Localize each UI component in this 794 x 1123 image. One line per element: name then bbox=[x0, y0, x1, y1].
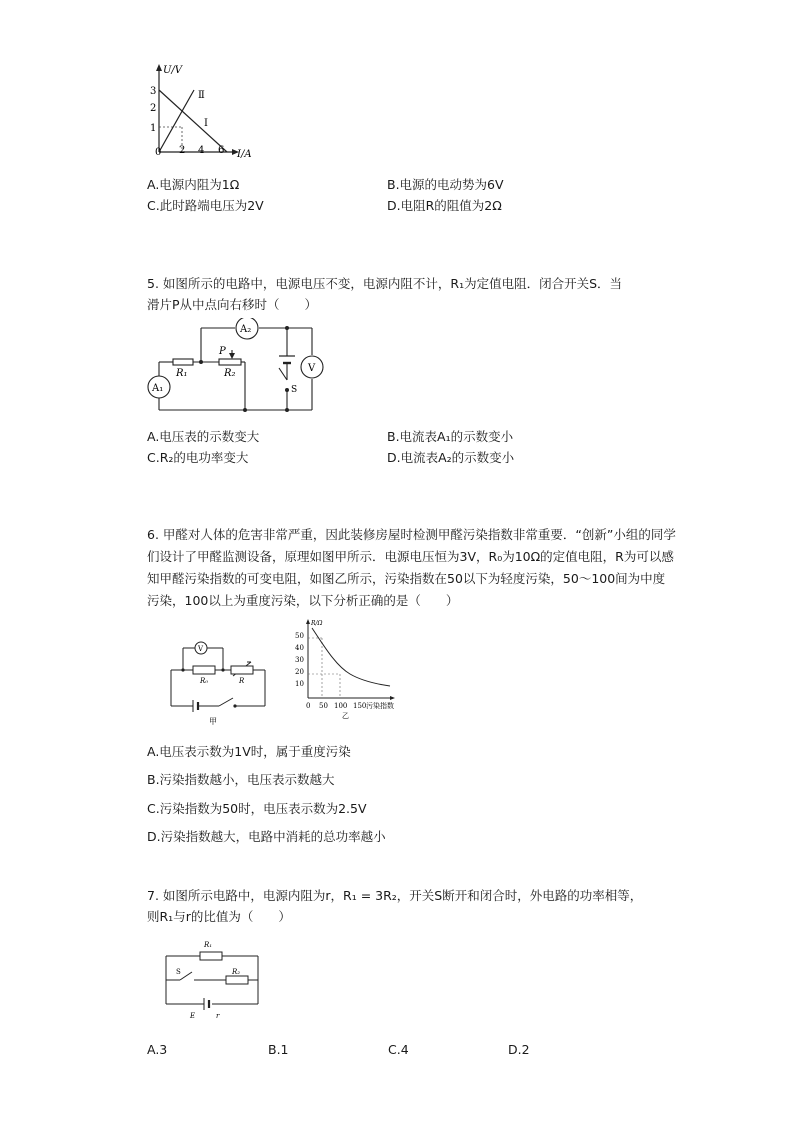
r0-label: R₀ bbox=[200, 677, 209, 685]
y-tick: 40 bbox=[295, 644, 304, 652]
x-axis-label: 污染指数 bbox=[366, 702, 394, 710]
y-axis-label: U/V bbox=[163, 65, 183, 76]
q7-stem-line1: 7. 如图所示电路中，电源内阻为r，R₁ = 3R₂，开关S断开和闭合时，外电路的功率相等， bbox=[147, 888, 643, 903]
q6-option-a[interactable]: A.电压表示数为1V时，属于重度污染 bbox=[147, 744, 351, 759]
s-label: S bbox=[176, 968, 181, 976]
q4-ui-graph bbox=[140, 62, 260, 162]
y-tick: 2 bbox=[150, 103, 157, 114]
q5-option-a[interactable]: A.电压表的示数变大 bbox=[147, 429, 260, 444]
v-label: V bbox=[198, 645, 204, 653]
x-tick: 4 bbox=[198, 145, 205, 156]
line-i bbox=[159, 90, 227, 152]
line-ii bbox=[159, 90, 194, 152]
y-axis-label: R/Ω bbox=[311, 620, 323, 627]
x-tick: 0 bbox=[155, 147, 162, 158]
x-tick: 6 bbox=[218, 145, 225, 156]
y-tick: 30 bbox=[295, 656, 304, 664]
q4-option-c[interactable]: C.此时路端电压为2V bbox=[147, 198, 264, 213]
q6-circuit-jia bbox=[163, 636, 273, 728]
r-label: r bbox=[216, 1012, 220, 1020]
p-label: P bbox=[219, 346, 226, 357]
s-label: S bbox=[291, 385, 298, 395]
y-tick: 50 bbox=[295, 632, 304, 640]
y-tick: 1 bbox=[150, 123, 157, 134]
q4-option-b[interactable]: B.电源的电动势为6V bbox=[387, 177, 504, 192]
jia-caption: 甲 bbox=[209, 717, 217, 726]
q5-option-d[interactable]: D.电流表A₂的示数变小 bbox=[387, 450, 515, 465]
y-tick: 3 bbox=[150, 86, 157, 97]
q7-option-a[interactable]: A.3 bbox=[147, 1042, 168, 1057]
x-tick: 150 bbox=[353, 702, 367, 710]
q4-option-d[interactable]: D.电阻R的阻值为2Ω bbox=[387, 198, 502, 213]
a2-label: A₂ bbox=[240, 324, 252, 335]
q6-option-d[interactable]: D.污染指数越大，电路中消耗的总功率越小 bbox=[147, 829, 386, 844]
q6-stem: 6. 甲醛对人体的危害非常严重，因此装修房屋时检测甲醛污染指数非常重要．“创新”小组的同学们设计了甲醛监测设备，原理如图甲所示．电源电压恒为3V，R₀为10Ω的定值电阻，R为可以感知甲醛污染指数的可变电阻，如图乙所示，污染指数在50以下为轻度污染，50～100间为中度污染，100以上为重度污染，以下分析正确的是（ ） bbox=[147, 527, 676, 608]
line-ii-label: Ⅱ bbox=[198, 90, 205, 101]
q4-option-a[interactable]: A.电源内阻为1Ω bbox=[147, 177, 240, 192]
q7-option-d[interactable]: D.2 bbox=[508, 1042, 530, 1057]
r2-label: R₂ bbox=[224, 368, 236, 379]
r0-resistor bbox=[193, 666, 215, 674]
r1-label: R₁ bbox=[176, 368, 188, 379]
r2-resistor bbox=[219, 359, 241, 365]
r2-label: R₂ bbox=[232, 968, 241, 976]
q5-option-b[interactable]: B.电流表A₁的示数变小 bbox=[387, 429, 514, 444]
r-label: R bbox=[239, 677, 245, 685]
q7-option-b[interactable]: B.1 bbox=[268, 1042, 289, 1057]
q5-option-c[interactable]: C.R₂的电功率变大 bbox=[147, 450, 249, 465]
q5-stem-line2: 滑片P从中点向右移时（ ） bbox=[147, 297, 318, 312]
x-tick: 100 bbox=[334, 702, 348, 710]
y-tick: 10 bbox=[295, 680, 304, 688]
q6-graph-yi bbox=[290, 618, 410, 720]
q6-option-b[interactable]: B.污染指数越小，电压表示数越大 bbox=[147, 772, 335, 787]
q7-option-c[interactable]: C.4 bbox=[388, 1042, 409, 1057]
a1-label: A₁ bbox=[152, 383, 164, 394]
r1-resistor bbox=[200, 952, 222, 960]
q5-stem-line1: 5. 如图所示的电路中，电源电压不变，电源内阻不计，R₁为定值电阻．闭合开关S．当 bbox=[147, 276, 623, 291]
v-label: V bbox=[308, 363, 316, 374]
q7-circuit-diagram bbox=[160, 936, 265, 1024]
x-axis-label: I/A bbox=[237, 149, 252, 160]
y-tick: 20 bbox=[295, 668, 304, 676]
r1-label: R₁ bbox=[204, 941, 213, 949]
q5-circuit-diagram bbox=[145, 318, 325, 414]
x-tick: 2 bbox=[179, 145, 186, 156]
q7-stem-line2: 则R₁与r的比值为（ ） bbox=[147, 909, 291, 924]
r-variable-resistor bbox=[231, 666, 253, 674]
r2-resistor bbox=[226, 976, 248, 984]
q6-option-c[interactable]: C.污染指数为50时，电压表示数为2.5V bbox=[147, 801, 367, 816]
yi-caption: 乙 bbox=[342, 712, 349, 720]
line-i-label: I bbox=[204, 118, 208, 129]
x-tick: 0 bbox=[306, 702, 311, 710]
r1-resistor bbox=[173, 359, 193, 365]
x-tick: 50 bbox=[319, 702, 328, 710]
e-label: E bbox=[190, 1012, 196, 1020]
r-vs-index-curve bbox=[312, 628, 390, 686]
